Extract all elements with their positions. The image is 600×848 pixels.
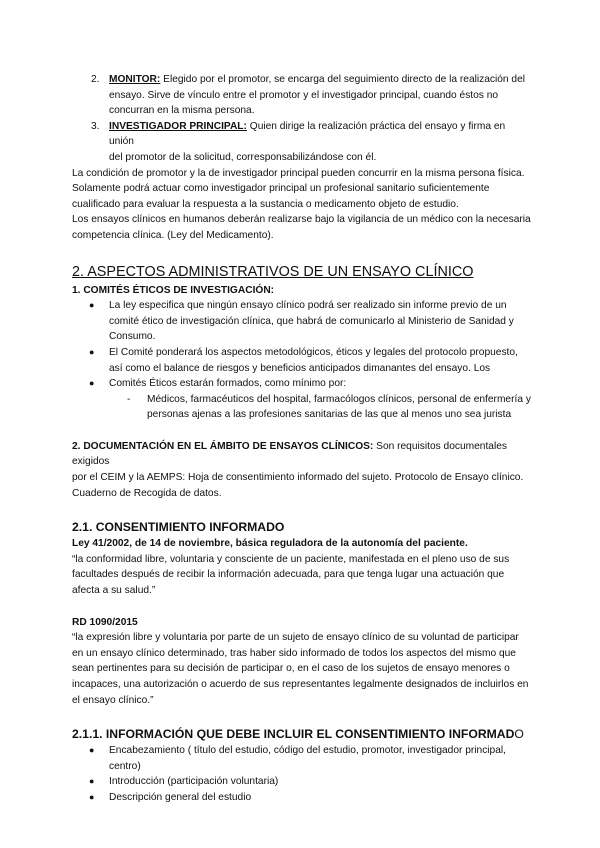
text-line: ensayo. Sirve de vínculo entre el promotor y el investigador principal, cuando éstos no bbox=[109, 89, 499, 101]
text-line: comité ético de investigación clínica, que habrá de comunicarlo al Ministerio de Sanidad y bbox=[109, 315, 514, 327]
text-line: Son requisitos documentales exigidos bbox=[72, 440, 507, 468]
bullet-icon: ● bbox=[89, 745, 95, 756]
text-line: Consumo. bbox=[109, 331, 156, 343]
term-label: MONITOR: bbox=[109, 74, 161, 85]
bullet-item bbox=[72, 774, 532, 790]
text-line: así como el balance de riesgos y beneficios anticipados dimanantes del ensayo. Los bbox=[109, 362, 491, 374]
section-heading bbox=[72, 726, 532, 743]
law-quote bbox=[72, 552, 532, 599]
page-content bbox=[72, 72, 532, 806]
dash-item bbox=[72, 392, 532, 423]
list-item-investigador bbox=[72, 119, 532, 166]
rd-quote bbox=[72, 630, 532, 708]
law-title: Ley 41/2002, de 14 de noviembre, básica reguladora de la autonomía del paciente. bbox=[72, 538, 468, 550]
dash-marker: - bbox=[127, 393, 131, 405]
list-number: 3. bbox=[91, 120, 100, 132]
bullet-icon: ● bbox=[89, 378, 95, 389]
text-line: incapaces, una autorización o acuerdo de sus representantes legalmente designados de incluirlos en bbox=[72, 679, 529, 690]
documentation-paragraph bbox=[72, 439, 532, 501]
bullet-item bbox=[72, 790, 532, 806]
paragraph bbox=[72, 166, 532, 244]
heading-text: 2.1.1. INFORMACIÓN QUE DEBE INCLUIR EL CONSENTIMIENTO INFORMAD bbox=[72, 727, 515, 742]
text-line: concurran en la misma persona. bbox=[109, 105, 255, 117]
heading-tail: O bbox=[514, 727, 524, 742]
doc-label: 2. DOCUMENTACIÓN EN EL ÁMBITO DE ENSAYOS CLÍNICOS: bbox=[72, 440, 374, 452]
text-line: Médicos, farmacéuticos del hospital, farmacólogos clínicos, personal de enfermería y bbox=[147, 393, 531, 405]
text-line: “la expresión libre y voluntaria por parte de un sujeto de ensayo clínico de su voluntad de participar bbox=[72, 632, 519, 644]
bullet-icon: ● bbox=[89, 346, 95, 357]
text-line: facultades después de recibir la información adecuada, para que tenga lugar una actuación que bbox=[72, 569, 505, 581]
text-line: el ensayo clínico.” bbox=[72, 694, 154, 706]
text-line: Elegido por el promotor, se encarga del seguimiento directo de la realización del bbox=[163, 74, 526, 85]
rd-title: RD 1090/2015 bbox=[72, 616, 138, 628]
text-line: por el CEIM y la AEMPS: Hoja de consentimiento informado del sujeto. Protocolo de Ensayo clínico. bbox=[72, 472, 524, 484]
text-line: Descripción general del estudio bbox=[109, 791, 252, 803]
text-line: Quien dirige la realización práctica del ensayo y firma en unión bbox=[109, 120, 506, 148]
list-item-monitor bbox=[72, 72, 532, 119]
text-line: El Comité ponderará los aspectos metodológicos, éticos y legales del protocolo propuesto, bbox=[109, 346, 518, 358]
bullet-icon: ● bbox=[89, 300, 95, 311]
text-line: cualificado para evaluar la respuesta a la sustancia o medicamento objeto de estudio. bbox=[72, 198, 459, 210]
bullet-item bbox=[72, 345, 532, 376]
term-label: INVESTIGADOR PRINCIPAL: bbox=[109, 120, 247, 132]
text-line: sean pertinentes para su decisión de participar o, en el caso de los sujetos de ensayo menores o bbox=[72, 663, 510, 675]
text-line: Solamente podrá actuar como investigador principal un profesional sanitario suficientemente bbox=[72, 183, 490, 195]
text-line: Los ensayos clínicos en humanos deberán realizarse bajo la vigilancia de un médico con la necesaria bbox=[72, 214, 531, 226]
text-line: personas ajenas a las profesiones sanitarias de las que al menos uno sea jurista bbox=[147, 409, 512, 421]
text-line: Cuaderno de Recogida de datos. bbox=[72, 487, 222, 499]
text-line: competencia clínica. (Ley del Medicamento). bbox=[72, 229, 274, 241]
text-line: Comités Éticos estarán formados, como mínimo por: bbox=[109, 378, 347, 390]
bullet-item bbox=[72, 743, 532, 774]
bullet-item bbox=[72, 376, 532, 392]
text-line: Encabezamiento ( título del estudio, código del estudio, promotor, investigador principal, bbox=[109, 745, 506, 757]
text-line: en un ensayo clínico determinado, tras haber sido informado de todos los aspectos del mismo que bbox=[72, 647, 516, 659]
section-heading: 2.1. CONSENTIMIENTO INFORMADO bbox=[72, 520, 285, 535]
bullet-item bbox=[72, 298, 532, 345]
text-line: del promotor de la solicitud, corresponsabilizándose con él. bbox=[109, 151, 377, 163]
text-line: La ley especifica que ningún ensayo clínico podrá ser realizado sin informe previo de un bbox=[109, 300, 507, 312]
section-heading: 2. ASPECTOS ADMINISTRATIVOS DE UN ENSAYO CLÍNICO bbox=[72, 263, 474, 280]
text-line: centro) bbox=[109, 760, 141, 772]
bullet-icon: ● bbox=[89, 776, 95, 787]
subsection-heading: 1. COMITÉS ÉTICOS DE INVESTIGACIÓN: bbox=[72, 284, 275, 296]
text-line: “la conformidad libre, voluntaria y consciente de un paciente, manifestada en el pleno uso de sus bbox=[72, 553, 510, 565]
text-line: Introducción (participación voluntaria) bbox=[109, 776, 279, 788]
bullet-icon: ● bbox=[89, 791, 95, 802]
text-line: afecta a su salud.” bbox=[72, 585, 156, 597]
text-line: La condición de promotor y la de investigador principal pueden concurrir en la misma persona física. bbox=[72, 167, 525, 179]
list-number: 2. bbox=[91, 74, 100, 85]
